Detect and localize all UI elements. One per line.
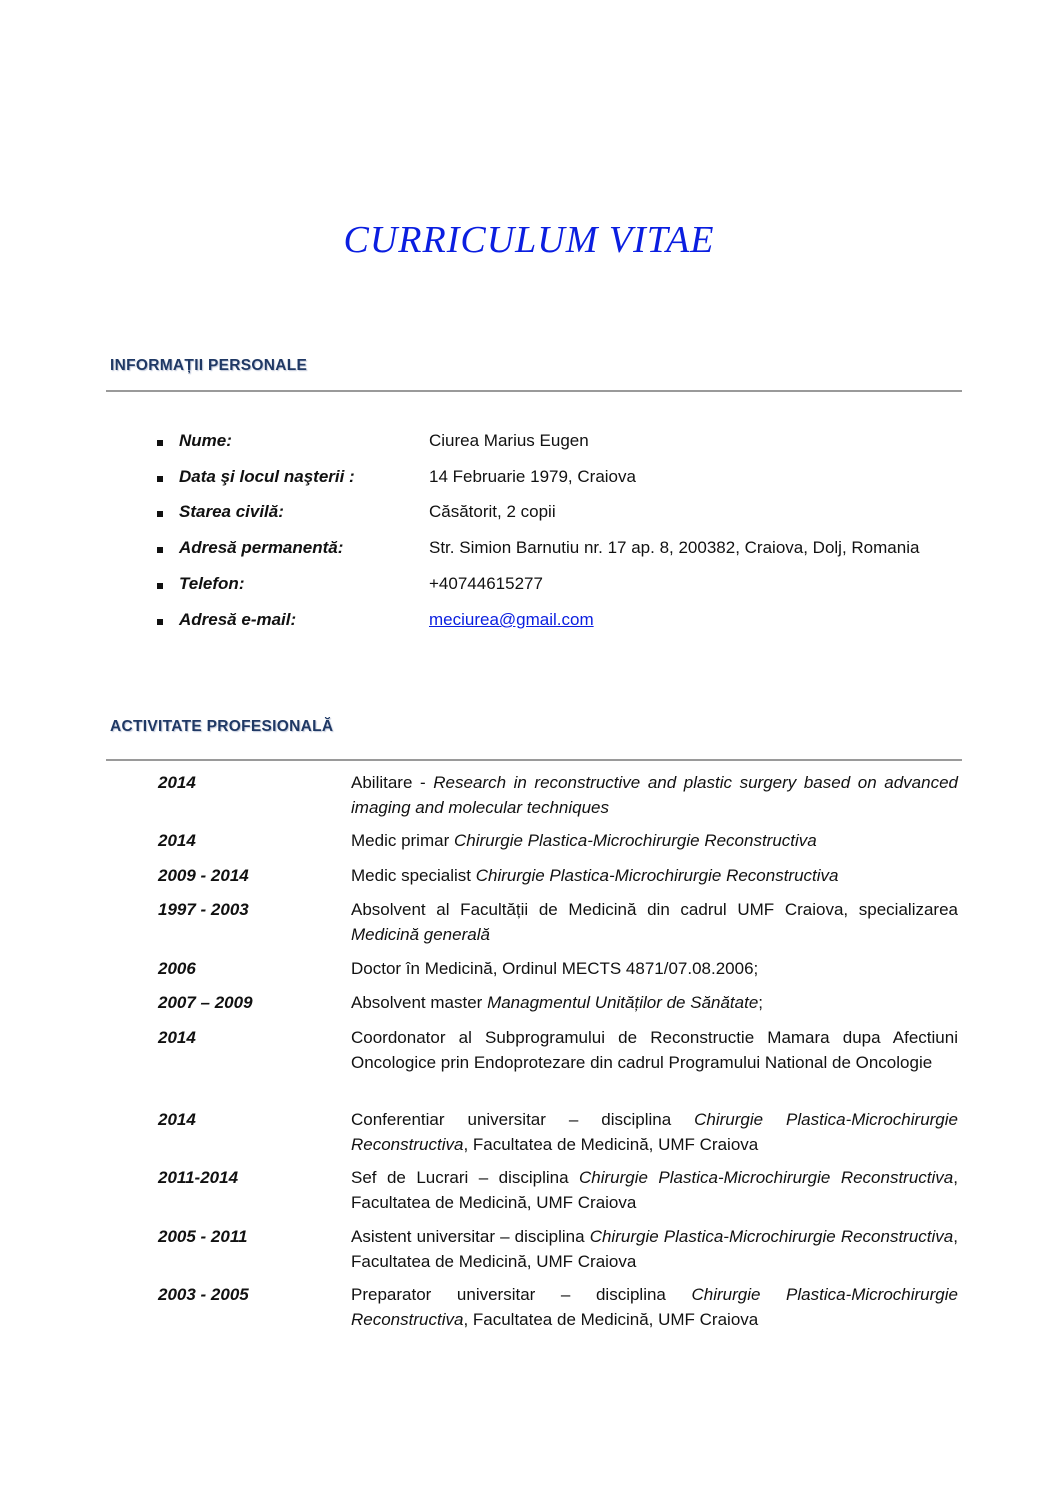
field-label: Telefon: xyxy=(179,574,245,593)
section-divider xyxy=(106,759,962,761)
personal-info-row xyxy=(157,465,957,489)
activity-year: 2007 – 2009 xyxy=(158,993,253,1012)
activity-entry xyxy=(158,1108,958,1157)
email-link[interactable]: meciurea@gmail.com xyxy=(429,610,594,629)
activity-description: Medic primar Chirurgie Plastica-Microchirurgie Reconstructiva xyxy=(351,831,817,850)
field-value: Str. Simion Barnutiu nr. 17 ap. 8, 200382, Craiova, Dolj, Romania xyxy=(429,538,920,557)
activity-description: Absolvent master Managmentul Unităților de Sănătate; xyxy=(351,993,764,1012)
activity-year: 1997 - 2003 xyxy=(158,900,249,919)
activity-year: 2014 xyxy=(158,773,196,792)
bullet-icon xyxy=(157,619,163,625)
field-label: Data şi locul naşterii : xyxy=(179,467,355,486)
bullet-icon xyxy=(157,476,163,482)
activity-description: Abilitare - Research in reconstructive and plastic surgery based on advanced imaging and molecular techniques xyxy=(351,773,958,817)
personal-info-row xyxy=(157,536,957,560)
personal-info-row xyxy=(157,429,957,453)
activity-entry xyxy=(158,1026,958,1075)
section-heading-professional-activity: ACTIVITATE PROFESIONALĂ xyxy=(110,718,334,735)
field-label: Adresă e-mail: xyxy=(179,610,297,629)
activity-entry xyxy=(158,991,958,1016)
activity-entry xyxy=(158,1166,958,1215)
activity-year: 2009 - 2014 xyxy=(158,866,249,885)
activity-description: Coordonator al Subprogramului de Reconstructie Mamara dupa Afectiuni Oncologice prin Endoprotezare din cadrul Programului National de Oncologie xyxy=(351,1028,958,1072)
section-heading-personal-info: INFORMAȚII PERSONALE xyxy=(110,357,308,374)
field-value: Căsătorit, 2 copii xyxy=(429,502,556,521)
activity-description: Doctor în Medicină, Ordinul MECTS 4871/07.08.2006; xyxy=(351,959,759,978)
activity-entry xyxy=(158,1283,958,1332)
activity-year: 2014 xyxy=(158,1110,196,1129)
bullet-icon xyxy=(157,547,163,553)
field-value: +40744615277 xyxy=(429,574,543,593)
activity-year: 2003 - 2005 xyxy=(158,1285,249,1304)
activity-description: Absolvent al Facultății de Medicină din cadrul UMF Craiova, specializarea Medicină generală xyxy=(351,900,958,944)
field-value: 14 Februarie 1979, Craiova xyxy=(429,467,636,486)
activity-description: Sef de Lucrari – disciplina Chirurgie Plastica-Microchirurgie Reconstructiva, Facultatea de Medicină, UMF Craiova xyxy=(351,1168,958,1212)
activity-year: 2011-2014 xyxy=(158,1168,239,1187)
document-title: CURRICULUM VITAE xyxy=(343,219,715,261)
bullet-icon xyxy=(157,440,163,446)
section-divider xyxy=(106,390,962,392)
field-label: Starea civilă: xyxy=(179,502,284,521)
activity-entry xyxy=(158,957,958,982)
activity-entry xyxy=(158,1225,958,1274)
activity-description: Preparator universitar – disciplina Chirurgie Plastica-Microchirurgie Reconstructiva, Facultatea de Medicină, UMF Craiova xyxy=(351,1285,958,1329)
activity-description: Asistent universitar – disciplina Chirurgie Plastica-Microchirurgie Reconstructiva, Facultatea de Medicină, UMF Craiova xyxy=(351,1227,958,1271)
personal-info-row xyxy=(157,608,957,632)
activity-year: 2005 - 2011 xyxy=(158,1227,248,1246)
field-label: Nume: xyxy=(179,431,232,450)
field-value: Ciurea Marius Eugen xyxy=(429,431,589,450)
activity-entry xyxy=(158,864,958,889)
activity-entry xyxy=(158,771,958,820)
bullet-icon xyxy=(157,511,163,517)
activity-year: 2006 xyxy=(158,959,196,978)
field-label: Adresă permanentă: xyxy=(179,538,344,557)
personal-info-row xyxy=(157,572,957,596)
personal-info-row xyxy=(157,500,957,524)
bullet-icon xyxy=(157,583,163,589)
activity-description: Conferentiar universitar – disciplina Chirurgie Plastica-Microchirurgie Reconstructiva, Facultatea de Medicină, UMF Craiova xyxy=(351,1110,958,1154)
activity-description: Medic specialist Chirurgie Plastica-Microchirurgie Reconstructiva xyxy=(351,866,839,885)
activity-year: 2014 xyxy=(158,831,196,850)
activity-entry xyxy=(158,898,958,947)
activity-year: 2014 xyxy=(158,1028,196,1047)
activity-entry xyxy=(158,829,958,854)
